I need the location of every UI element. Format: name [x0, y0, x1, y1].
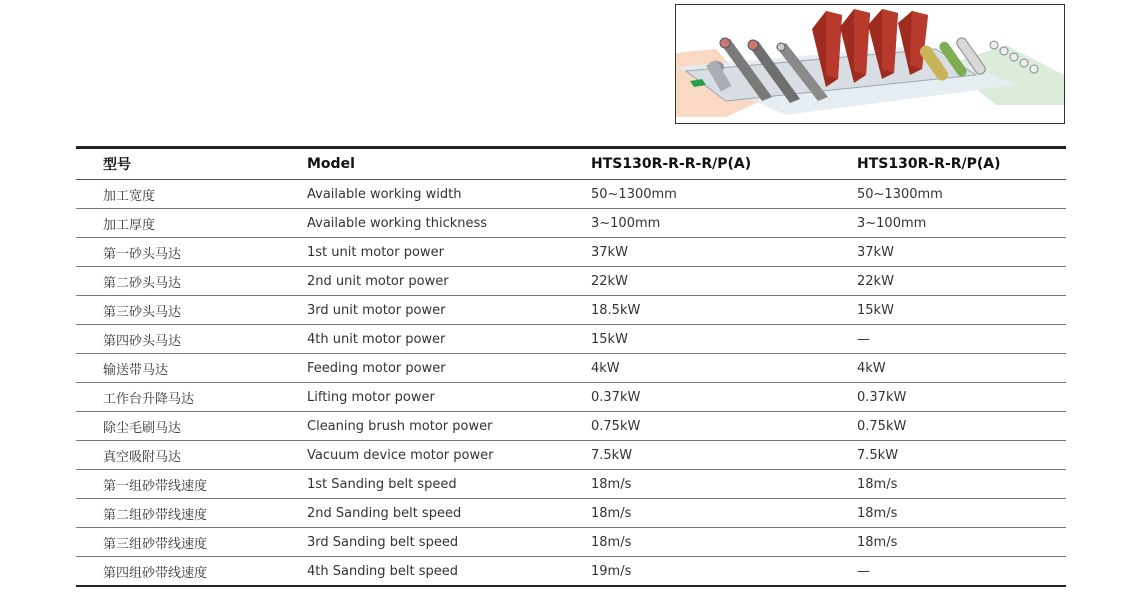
row-label-en: Cleaning brush motor power	[307, 412, 591, 441]
table-row	[76, 470, 1066, 499]
row-label-en: Lifting motor power	[307, 383, 591, 412]
row-label-en: 4th Sanding belt speed	[307, 557, 591, 587]
header-model-1: HTS130R-R-R-R/P(A)	[591, 148, 857, 180]
row-value-1: 15kW	[591, 325, 857, 354]
sanding-units-illustration	[676, 5, 1064, 123]
row-value-1: 22kW	[591, 267, 857, 296]
row-value-1: 18.5kW	[591, 296, 857, 325]
row-label-en: 1st Sanding belt speed	[307, 470, 591, 499]
row-value-1: 4kW	[591, 354, 857, 383]
table-row	[76, 267, 1066, 296]
row-value-2: 22kW	[857, 267, 1066, 296]
row-value-2: 18m/s	[857, 528, 1066, 557]
row-value-1: 7.5kW	[591, 441, 857, 470]
row-label-cn: 输送带马达	[76, 354, 307, 383]
table-row	[76, 383, 1066, 412]
row-label-en: Feeding motor power	[307, 354, 591, 383]
table-row	[76, 354, 1066, 383]
row-value-1: 19m/s	[591, 557, 857, 587]
row-value-2: 15kW	[857, 296, 1066, 325]
row-value-2: 50~1300mm	[857, 180, 1066, 209]
table-row	[76, 499, 1066, 528]
row-label-cn: 除尘毛刷马达	[76, 412, 307, 441]
row-value-2: 18m/s	[857, 470, 1066, 499]
row-label-cn: 第一组砂带线速度	[76, 470, 307, 499]
header-model-2: HTS130R-R-R/P(A)	[857, 148, 1066, 180]
header-cn: 型号	[76, 148, 307, 180]
table-row	[76, 412, 1066, 441]
row-label-cn: 第二砂头马达	[76, 267, 307, 296]
row-value-1: 37kW	[591, 238, 857, 267]
row-label-cn: 第一砂头马达	[76, 238, 307, 267]
row-label-en: 2nd unit motor power	[307, 267, 591, 296]
table-row	[76, 325, 1066, 354]
table-header-row	[76, 148, 1066, 180]
row-value-2: 0.75kW	[857, 412, 1066, 441]
row-value-1: 0.37kW	[591, 383, 857, 412]
row-label-cn: 工作台升降马达	[76, 383, 307, 412]
row-value-1: 18m/s	[591, 528, 857, 557]
row-value-1: 18m/s	[591, 499, 857, 528]
header-model: Model	[307, 148, 591, 180]
row-label-en: Vacuum device motor power	[307, 441, 591, 470]
row-label-cn: 加工宽度	[76, 180, 307, 209]
row-label-cn: 真空吸附马达	[76, 441, 307, 470]
table-row	[76, 180, 1066, 209]
row-label-cn: 第四砂头马达	[76, 325, 307, 354]
row-value-2: 0.37kW	[857, 383, 1066, 412]
table-row	[76, 209, 1066, 238]
row-label-cn: 第二组砂带线速度	[76, 499, 307, 528]
row-value-2: —	[857, 325, 1066, 354]
machine-diagram	[675, 4, 1065, 124]
table-row	[76, 238, 1066, 267]
row-value-1: 3~100mm	[591, 209, 857, 238]
row-value-1: 0.75kW	[591, 412, 857, 441]
row-label-en: 1st unit motor power	[307, 238, 591, 267]
row-label-en: 2nd Sanding belt speed	[307, 499, 591, 528]
row-value-2: —	[857, 557, 1066, 587]
row-label-en: 4th unit motor power	[307, 325, 591, 354]
row-value-1: 50~1300mm	[591, 180, 857, 209]
row-value-1: 18m/s	[591, 470, 857, 499]
row-value-2: 37kW	[857, 238, 1066, 267]
table-row	[76, 296, 1066, 325]
row-label-en: 3rd unit motor power	[307, 296, 591, 325]
row-value-2: 18m/s	[857, 499, 1066, 528]
table-row	[76, 557, 1066, 587]
row-label-cn: 第三砂头马达	[76, 296, 307, 325]
row-label-cn: 第三组砂带线速度	[76, 528, 307, 557]
row-value-2: 7.5kW	[857, 441, 1066, 470]
row-label-en: Available working width	[307, 180, 591, 209]
row-label-cn: 第四组砂带线速度	[76, 557, 307, 587]
row-value-2: 3~100mm	[857, 209, 1066, 238]
row-label-cn: 加工厚度	[76, 209, 307, 238]
row-label-en: Available working thickness	[307, 209, 591, 238]
table-row	[76, 441, 1066, 470]
row-label-en: 3rd Sanding belt speed	[307, 528, 591, 557]
row-value-2: 4kW	[857, 354, 1066, 383]
table-row	[76, 528, 1066, 557]
spec-table	[76, 146, 1066, 587]
